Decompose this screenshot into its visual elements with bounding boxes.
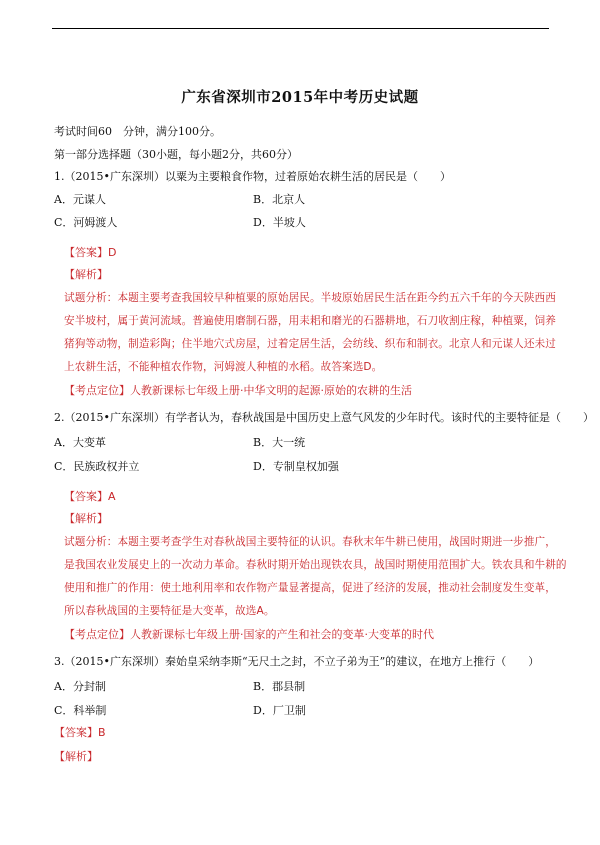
answer-value: D (108, 246, 117, 259)
option-d: D．厂卫制 (253, 704, 306, 717)
answer-label: 【答案】 (64, 246, 108, 259)
explanation-line: 试题分析：本题主要考查学生对春秋战国主要特征的认识。春秋末年牛耕已使用，战国时期进一步推广， (64, 536, 556, 548)
explanation-line: 是我国农业发展史上的一次动力革命。春秋时期开始出现铁农具，战国时期使用范围扩大。铁农具和牛耕的 (64, 559, 567, 571)
option-b: B．郡县制 (253, 680, 306, 693)
point-line (64, 628, 434, 642)
answer-label: 【答案】 (64, 490, 108, 503)
explanation-line: 安半坡村，属于黄河流域。普遍使用磨制石器，用耒耜和磨光的石器耕地，石刀收割庄稼，种植粟，饲养 (64, 315, 556, 327)
option-d: D．半坡人 (253, 216, 306, 229)
option-c: C．科举制 (54, 704, 107, 717)
option-a: A．大变革 (54, 436, 106, 449)
answer-line (64, 246, 116, 260)
answer-label: 【答案】 (54, 726, 98, 739)
answer-value: B (98, 726, 106, 739)
point-value: 人教新课标七年级上册·国家的产生和社会的变革·大变革的时代 (130, 628, 434, 641)
exam-info: 考试时间60 分钟，满分100分。 (54, 125, 221, 138)
question-stem: 1.（2015•广东深圳）以粟为主要粮食作物，过着原始农耕生活的居民是（ ） (54, 170, 451, 183)
option-a: A．元谋人 (54, 193, 106, 206)
section-heading: 第一部分选择题（30小题，每小题2分，共60分） (54, 148, 298, 161)
point-value: 人教新课标七年级上册·中华文明的起源·原始的农耕的生活 (130, 384, 412, 397)
answer-line (54, 726, 106, 740)
answer-value: A (108, 490, 116, 503)
option-c: C．民族政权并立 (54, 460, 140, 473)
header-rule (52, 28, 549, 29)
question-stem: 3.（2015•广东深圳）秦始皇采纳李斯“无尺土之封，不立子弟为王”的建议，在地方上推行（ ） (54, 655, 540, 668)
answer-line (64, 490, 116, 504)
analysis-label: 【解析】 (64, 512, 108, 525)
option-c: C．河姆渡人 (54, 216, 118, 229)
analysis-label: 【解析】 (64, 268, 108, 281)
option-b: B．北京人 (253, 193, 306, 206)
option-a: A．分封制 (54, 680, 106, 693)
explanation-line: 使用和推广的作用：使土地利用率和农作物产量显著提高，促进了经济的发展，推动社会制度发生变革， (64, 582, 556, 594)
point-label: 【考点定位】 (64, 384, 130, 397)
explanation-line: 上农耕生活，不能种植农作物，河姆渡人种植的水稻。故答案选D。 (64, 361, 383, 373)
option-b: B．大一统 (253, 436, 306, 449)
explanation-line: 所以春秋战国的主要特征是大变革，故选A。 (64, 605, 275, 617)
option-d: D．专制皇权加强 (253, 460, 339, 473)
page-title: 广东省深圳市2015年中考历史试题 (181, 89, 419, 106)
analysis-label: 【解析】 (54, 750, 98, 763)
explanation-line: 试题分析：本题主要考查我国较早种植粟的原始居民。半坡原始居民生活在距今约五六千年的今天陕西西 (64, 292, 556, 304)
question-stem: 2.（2015•广东深圳）有学者认为，春秋战国是中国历史上意气风发的少年时代。该时代的主要特征是（ ） (54, 411, 594, 424)
point-line (64, 384, 412, 398)
point-label: 【考点定位】 (64, 628, 130, 641)
explanation-line: 猪狗等动物，制造彩陶；住半地穴式房屋，过着定居生活，会纺线、织布和制衣。北京人和元谋人还未过 (64, 338, 556, 350)
